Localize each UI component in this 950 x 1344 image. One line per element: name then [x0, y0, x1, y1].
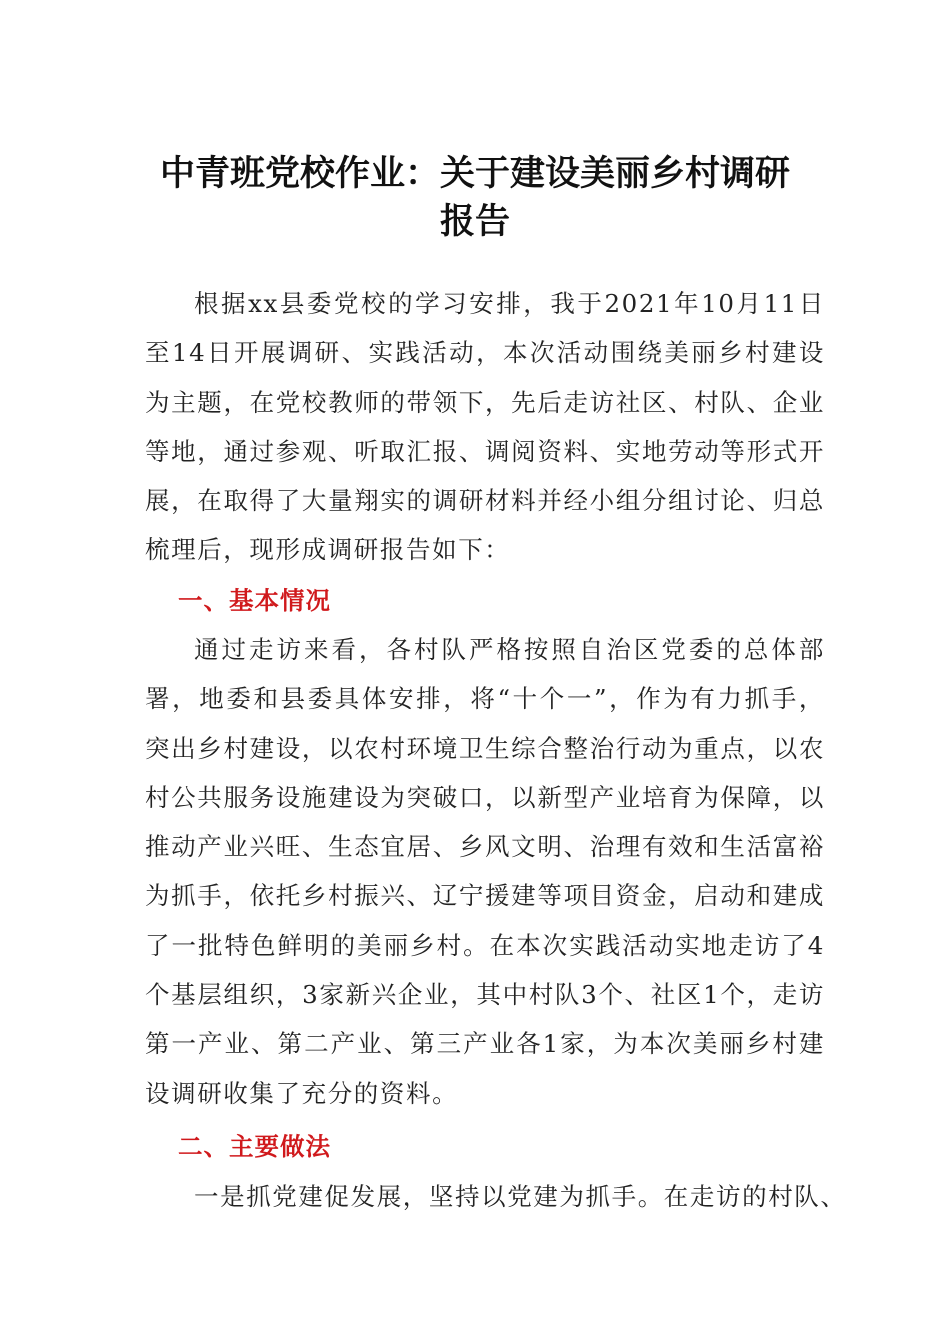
document-title-line-1: 中青班党校作业：关于建设美丽乡村调研 [159, 153, 790, 194]
section-heading-basic-situation: 一、基本情况 [178, 586, 331, 615]
basic-situation-paragraph: 通过走访来看，各村队严格按照自治区党委的总体部署，地委和县委具体安排，将“十个一”，作为有力抓手，突出乡村建设，以农村环境卫生综合整治行动为重点，以农村公共服务设施建设为突破口，以新型产业培育为保障，以推动产业兴旺、生态宜居、乡风文明、治理有效和生活富裕为抓手，依托乡村振兴、辽宁援建等项目资金，启动和建成了一批特色鲜明的美丽乡村。在本次实践活动实地走访了4个基层组织，3家新兴企业，其中村队3个、社区1个，走访第一产业、第二产业、第三产业各1家，为本次美丽乡村建设调研收集了充分的资料。 [145, 635, 825, 1108]
document-title-line-2: 报告 [439, 201, 510, 242]
main-practices-paragraph: 一是抓党建促发展，坚持以党建为抓手。在走访的村队、 [194, 1182, 847, 1211]
section-heading-main-practices: 二、主要做法 [178, 1132, 331, 1161]
intro-paragraph: 根据xx县委党校的学习安排，我于2021年10月11日至14日开展调研、实践活动，本次活动围绕美丽乡村建设为主题，在党校教师的带领下，先后走访社区、村队、企业等地，通过参观、听取汇报、调阅资料、实地劳动等形式开展，在取得了大量翔实的调研材料并经小组分组讨论、归总梳理后，现形成调研报告如下： [145, 289, 825, 565]
